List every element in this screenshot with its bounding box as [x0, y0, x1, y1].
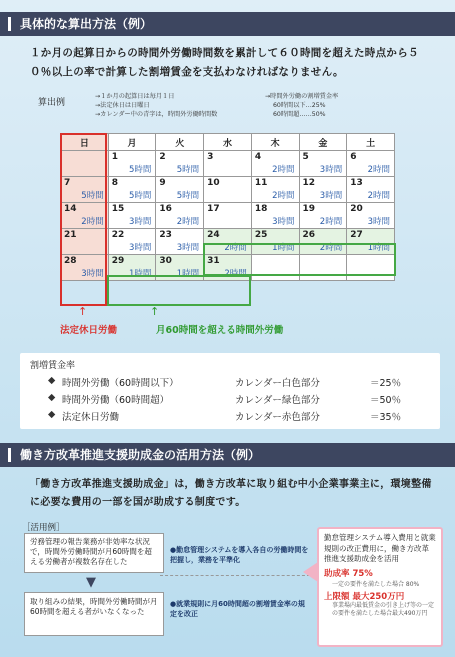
overtime-hours: 2時間 [319, 217, 343, 227]
up-arrow-red-icon: ↑ [78, 305, 88, 318]
over60-label: 月60時間を超える時間外労働 [156, 325, 284, 336]
calendar-header-1: 月 [108, 134, 156, 151]
calendar-cell [251, 203, 299, 229]
calendar-cell [347, 177, 395, 203]
calendar-cell [251, 177, 299, 203]
note-r3: 60時間超……50% [273, 111, 326, 118]
overtime-hours: 3時間 [81, 269, 104, 279]
overtime-hours: 5時間 [176, 165, 200, 175]
note-2: →法定休日は日曜日 [95, 102, 150, 109]
calendar-header-4: 木 [251, 134, 299, 151]
rates-box [20, 353, 440, 429]
rate-row-calendar: カレンダー緑色部分 [235, 395, 320, 406]
calendar-cell [108, 177, 156, 203]
up-arrow-green-icon: ↑ [150, 305, 160, 318]
rate-row-value: ＝35％ [370, 412, 402, 423]
overtime-hours: 2時間 [272, 165, 295, 175]
measure-1: ●勤怠管理システムを導入各自の労働時間を 把握し，業務を平準化 [170, 546, 309, 564]
calendar-cell [108, 151, 156, 177]
calendar-cell [204, 177, 252, 203]
calendar-cell [204, 151, 252, 177]
calendar-day: 10 [207, 178, 220, 188]
calendar-day: 24 [207, 230, 220, 240]
before-box: 労務管理の報告業務が非効率な状況で，時間外労働時間が月60時間を超える労働者が複数名存在した [24, 533, 164, 573]
divider [160, 575, 310, 576]
overtime-hours: 3時間 [319, 165, 343, 175]
calendar-day: 31 [207, 256, 220, 266]
note-r2: 60時間以下…25% [273, 102, 326, 109]
calendar-day: 25 [254, 230, 268, 240]
calendar-header-6: 土 [347, 134, 395, 151]
overtime-hours: 2時間 [367, 165, 390, 175]
section2-title: 働き方改革推進支援助成金の活用方法（例） [0, 443, 455, 467]
calendar-header-0: 日 [61, 134, 109, 151]
calendar-day: 13 [350, 178, 363, 188]
rate-row-label: 時間外労働（60時間以下） [62, 378, 179, 389]
calc-example-label: 算出例 [38, 98, 66, 108]
overtime-hours: 5時間 [128, 191, 152, 201]
rate-row-label: 法定休日労働 [62, 412, 120, 423]
calendar-cell [299, 203, 347, 229]
overtime-hours: 3時間 [319, 191, 343, 201]
calendar-cell [156, 177, 204, 203]
rates-title: 割増賃金率 [30, 361, 76, 371]
overtime-hours: 5時間 [176, 191, 200, 201]
overtime-hours: 5時間 [81, 191, 104, 201]
rate-row-calendar: カレンダー白色部分 [235, 378, 320, 389]
calendar-day: 9 [159, 178, 166, 188]
down-arrow-icon: ▼ [86, 575, 96, 590]
calendar-day: 14 [64, 204, 77, 214]
calendar-cell [108, 203, 156, 229]
calendar-day: 2 [159, 152, 166, 162]
calendar-header-2: 火 [156, 134, 204, 151]
overtime-hours: 3時間 [176, 243, 200, 253]
calendar-day: 6 [350, 152, 357, 162]
holiday-label: 法定休日労働 [60, 325, 118, 336]
overtime-hours: 3時間 [272, 217, 295, 227]
calendar-day: 18 [254, 204, 268, 214]
calendar-day: 23 [159, 230, 172, 240]
calendar-day: 22 [111, 230, 125, 240]
calendar-day: 7 [64, 178, 71, 188]
overtime-hours: 2時間 [367, 191, 390, 201]
section1-title: 具体的な算出方法（例） [0, 12, 455, 36]
calendar-day: 15 [111, 204, 125, 214]
overtime-hours: 2時間 [272, 191, 295, 201]
limit-note: 事業場内最低賃金の引き上げ等の一定の要件を満たした場合最大490万円 [332, 601, 435, 617]
after-box: 取り組みの結果，時間外労働時間が月60時間を超える者がいなくなった [24, 592, 164, 636]
bullet-icon: ◆ [48, 375, 56, 386]
over60-outline-week5 [107, 275, 251, 306]
calendar-cell [299, 177, 347, 203]
calendar-cell [108, 229, 156, 255]
overtime-hours: 3時間 [128, 243, 152, 253]
section1-lead: １か月の起算日からの時間外労働時間数を累計して６０時間を超えた時点から５０％以上の率で計算した割増賃金を支払わなければなりません。 [30, 47, 419, 78]
calendar-day: 17 [207, 204, 220, 214]
calendar-cell [156, 229, 204, 255]
calendar-header-3: 水 [204, 134, 252, 151]
example-label: ［活用例］ [22, 523, 65, 533]
calendar-header-5: 金 [299, 134, 347, 151]
rate-note: 一定の要件を満たした場合 80% [332, 580, 420, 588]
rate-row-value: ＝50％ [370, 395, 402, 406]
calendar-day: 30 [159, 256, 172, 266]
calendar-day: 29 [111, 256, 125, 266]
calendar-day: 1 [111, 152, 118, 162]
overtime-hours: 1時間 [176, 269, 200, 279]
calendar-day: 19 [302, 204, 316, 214]
subsidy-box [317, 527, 443, 647]
note-3: →カレンダー中の青字は，時間外労働時間数 [95, 111, 218, 118]
rate-label: 助成率 75% [324, 568, 373, 579]
overtime-hours: 1時間 [272, 243, 295, 253]
holiday-outline [60, 133, 107, 306]
over60-outline-week4 [203, 243, 396, 276]
measure-2: ●就業規則に月60時間超の割増賃金率の規定を改正 [170, 600, 305, 618]
rate-row-calendar: カレンダー赤色部分 [235, 412, 320, 423]
rate-row-value: ＝25％ [370, 378, 402, 389]
calendar-day: 16 [159, 204, 172, 214]
overtime-hours: 3時間 [128, 217, 152, 227]
calendar-cell [204, 203, 252, 229]
calendar-cell [156, 151, 204, 177]
bullet-icon: ◆ [48, 409, 56, 420]
overtime-hours: 1時間 [128, 269, 152, 279]
rate-row-label: 時間外労働（60時間超） [62, 395, 170, 406]
overtime-hours: 5時間 [128, 165, 152, 175]
calendar-day: 20 [350, 204, 363, 214]
calendar-day: 11 [254, 178, 268, 188]
notes-left [95, 92, 217, 119]
overtime-hours: 2時間 [224, 269, 247, 279]
calendar-day: 27 [350, 230, 363, 240]
overtime-hours: 3時間 [367, 217, 390, 227]
calendar-day: 4 [254, 152, 262, 162]
calendar-day: 5 [302, 152, 309, 162]
overtime-hours: 2時間 [176, 217, 200, 227]
calendar-day: 12 [302, 178, 316, 188]
overtime-hours: 2時間 [224, 243, 247, 253]
notes-right [265, 92, 338, 119]
calendar-day: 28 [64, 256, 77, 266]
overtime-hours: 1時間 [367, 243, 390, 253]
overtime-hours: 2時間 [81, 217, 104, 227]
calendar-cell [251, 151, 299, 177]
calendar-day: 26 [302, 230, 316, 240]
section2-lead: 「働き方改革推進支援助成金」は，働き方改革に取り組む中小企業事業主に，環境整備に必要な費用の一部を国が助成する制度です。 [30, 479, 432, 508]
calendar-day: 8 [111, 178, 118, 188]
overtime-hours: 2時間 [319, 243, 343, 253]
bullet-icon: ◆ [48, 392, 56, 403]
calendar-cell [299, 151, 347, 177]
subsidy-text: 勤怠管理システム導入費用と就業規則の改正費用に，働き方改革推進支援助成金を活用 [324, 533, 436, 563]
calendar-cell [347, 151, 395, 177]
calendar-day: 3 [207, 152, 214, 162]
note-1: →１か月の起算日は毎月１日 [95, 93, 175, 100]
calendar-cell [156, 203, 204, 229]
limit-label: 上限額 最大250万円 [324, 591, 405, 602]
calendar-cell [347, 203, 395, 229]
calendar-day: 21 [64, 230, 77, 240]
note-r1: →時間外労働の割増賃金率 [265, 93, 339, 100]
